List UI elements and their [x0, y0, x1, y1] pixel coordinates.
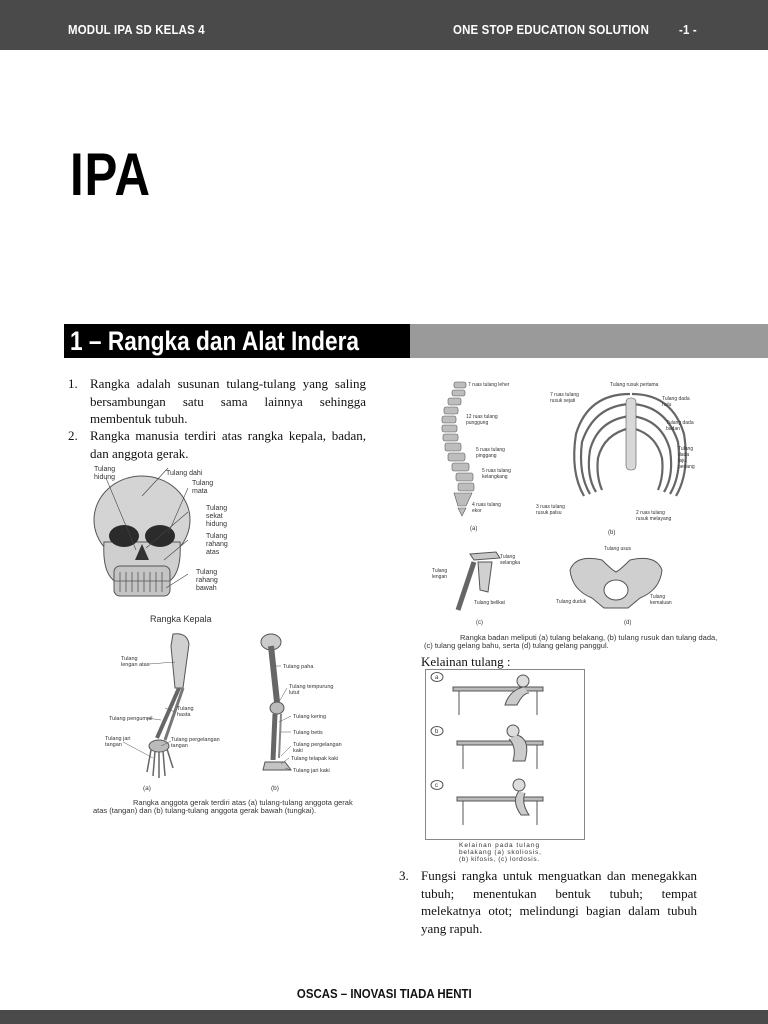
label-betis: Tulang betis [293, 730, 323, 736]
spine-figure [432, 372, 542, 540]
ribs-figure [532, 376, 712, 540]
posture-caption-3: (b) kifosis, (c) lordosis. [459, 856, 540, 863]
ribs-sub: (b) [608, 530, 616, 536]
label-paha: Tulang paha [283, 664, 314, 670]
label-jari-tangan-1: Tulang jari [105, 736, 131, 742]
label-tulang-sekat-3: hidung [206, 521, 228, 528]
posture-tag-b: b [435, 729, 439, 735]
limbs-sub-b: (b) [271, 785, 279, 792]
list-item-1 [68, 375, 366, 428]
label-ruas-ekor-2: ekor [472, 508, 482, 514]
label-jari-tangan-2: tangan [105, 742, 122, 748]
label-dada-taju-3: taju [678, 458, 687, 464]
label-ruas-punggung-1: 12 ruas tulang [466, 414, 498, 420]
label-rusuk-melayang-2: rusuk melayang [636, 516, 672, 522]
label-tulang-mata-1: Tulang [192, 480, 214, 487]
label-rusuk-palsu-2: rusuk palsu [536, 510, 562, 516]
label-ruas-kelangkang-1: 5 ruas tulang [482, 468, 511, 474]
label-selangka-1: Tulang [500, 554, 516, 560]
pelvis-sub: (d) [624, 620, 632, 626]
label-hasta-2: hasta [177, 712, 191, 718]
label-pergelangan-kaki-1: Tulang pergelangan [293, 742, 342, 748]
label-ruas-punggung-2: punggung [466, 420, 489, 426]
posture-frame [426, 670, 585, 840]
leg-drawing [261, 634, 291, 770]
spine-sub: (a) [470, 526, 478, 532]
posture-caption-2: belakang (a) skoliosis, [459, 849, 542, 856]
label-rusuk-pertama: Tulang rusuk pertama [610, 382, 659, 388]
label-dada-badan-1: Tulang dada [666, 420, 694, 426]
label-lengan-atas-2: lengan atas [121, 662, 150, 668]
label-ruas-pinggang-1: 5 ruas tulang [476, 447, 505, 453]
posture-caption-1: Kelainan pada tulang [459, 842, 541, 849]
header-tagline: ONE STOP EDUCATION SOLUTION [453, 22, 650, 37]
label-dada-hulu-2: hulu [662, 402, 672, 408]
header-module-title: MODUL IPA SD KELAS 4 [68, 22, 205, 37]
label-rusuk-melayang-1: 2 ruas tulang [636, 510, 665, 516]
footer-bar [0, 1010, 768, 1024]
pelvis-figure [556, 544, 676, 628]
skull-drawing [94, 476, 190, 596]
shoulder-figure [430, 544, 540, 628]
label-tulang-sekat-1: Tulang [206, 505, 228, 512]
list-number-2: 2. [68, 428, 78, 443]
spine-drawing [442, 382, 474, 516]
label-pergelangan-tangan-1: Tulang pergelangan [171, 737, 220, 743]
skull-figure [80, 462, 240, 628]
label-dada-badan-2: badan [666, 426, 680, 432]
label-duduk: Tulang duduk [556, 599, 587, 605]
list-number-3: 3. [399, 868, 409, 883]
label-rusuk-sejati-2: rusuk sejati [550, 398, 576, 404]
label-tulang-hidung-2: hidung [94, 474, 116, 481]
trunk-caption-line-1: Rangka badan meliputi (a) tulang belakang, (b) tulang rusuk dan tulang dada, [460, 633, 718, 642]
label-usus: Tulang usus [604, 546, 632, 552]
footer-slogan [0, 986, 768, 1001]
label-pergelangan-tangan-2: tangan [171, 743, 188, 749]
posture-tag-a: a [435, 675, 439, 681]
label-belikat: Tulang belikat [474, 600, 505, 606]
list-number-1: 1. [68, 376, 78, 391]
list-text-2: Rangka manusia terdiri atas rangka kepala, badan, dan anggota gerak. [90, 428, 366, 461]
limbs-figure [95, 628, 375, 818]
label-shoulder-lengan-1: Tulang [432, 568, 448, 574]
label-rahang-atas-3: atas [206, 549, 220, 556]
label-tulang-sekat-2: sekat [206, 513, 223, 520]
label-rahang-bawah-2: rahang [196, 577, 218, 584]
header-page-number: -1 - [679, 22, 697, 37]
trunk-caption-line-2: (c) tulang gelang bahu, serta (d) tulang gelang panggul. [424, 641, 609, 650]
label-rahang-atas-1: Tulang [206, 533, 228, 540]
label-ruas-kelangkang-2: kelangkang [482, 474, 508, 480]
limbs-caption-line-2: atas (tangan) dan (b) tulang-tulang anggota gerak bawah (tungkai). [93, 806, 317, 815]
label-kering: Tulang kering [293, 714, 327, 720]
label-rahang-atas-2: rahang [206, 541, 228, 548]
label-dada-taju-4: pedang [678, 464, 695, 470]
label-rahang-bawah-3: bawah [196, 585, 217, 592]
label-tulang-hidung-1: Tulang [94, 466, 116, 473]
label-tempurung-2: lutut [289, 690, 300, 696]
label-ruas-ekor-1: 4 ruas tulang [472, 502, 501, 508]
label-dada-hulu-1: Tulang dada [662, 396, 690, 402]
limbs-caption-line-1: Rangka anggota gerak terdiri atas (a) tulang-tulang anggota gerak [133, 798, 353, 807]
label-selangka-2: selangka [500, 560, 521, 566]
label-jari-kaki: Tulang jari kaki [293, 768, 330, 774]
label-lengan-atas-1: Tulang [121, 656, 138, 662]
page-title: IPA [70, 141, 151, 208]
label-kemaluan-1: Tulang [650, 594, 666, 600]
label-rusuk-palsu-1: 3 ruas tulang [536, 504, 565, 510]
posture-figure [425, 669, 585, 863]
limbs-sub-a: (a) [143, 785, 151, 792]
section-title: 1 – Rangka dan Alat Indera [70, 326, 360, 356]
label-dada-taju-1: Tulang [678, 446, 694, 452]
skull-caption: Rangka Kepala [150, 614, 212, 624]
disorder-heading: Kelainan tulang : [421, 654, 511, 669]
label-telapak-kaki: Tulang telapak kaki [291, 756, 339, 762]
label-dada-taju-2: dada [678, 452, 690, 458]
label-shoulder-lengan-2: lengan [432, 574, 448, 580]
label-tempurung-1: Tulang tempurung [289, 684, 334, 690]
list-item-2 [68, 427, 366, 462]
label-kemaluan-2: kemaluan [650, 600, 672, 606]
label-pengumpil: Tulang pengumpil [109, 716, 153, 722]
label-ruas-leher: 7 ruas tulang leher [468, 382, 510, 388]
list-text-3: Fungsi rangka untuk menguatkan dan menegakkan tubuh; menentukan bentuk tubuh; tempat melekatnya otot; melindungi bagian dalam tubuh yang rapuh. [421, 868, 697, 936]
posture-tag-c: c [435, 783, 438, 789]
label-hasta-1: Tulang [177, 706, 194, 712]
label-tulang-dahi: Tulang dahi [166, 470, 203, 477]
list-text-1: Rangka adalah susunan tulang-tulang yang saling bersambungan satu sama lainnya sehingga membentuk tubuh. [90, 376, 366, 426]
shoulder-sub: (c) [476, 620, 483, 626]
label-pergelangan-kaki-2: kaki [293, 748, 303, 754]
label-tulang-mata-2: mata [192, 488, 208, 495]
footer-slogan-text: OSCAS – INOVASI TIADA HENTI [296, 986, 472, 1001]
list-item-3 [399, 867, 697, 937]
label-rahang-bawah-1: Tulang [196, 569, 218, 576]
label-ruas-pinggang-2: pinggang [476, 453, 497, 459]
label-rusuk-sejati-1: 7 ruas tulang [550, 392, 579, 398]
